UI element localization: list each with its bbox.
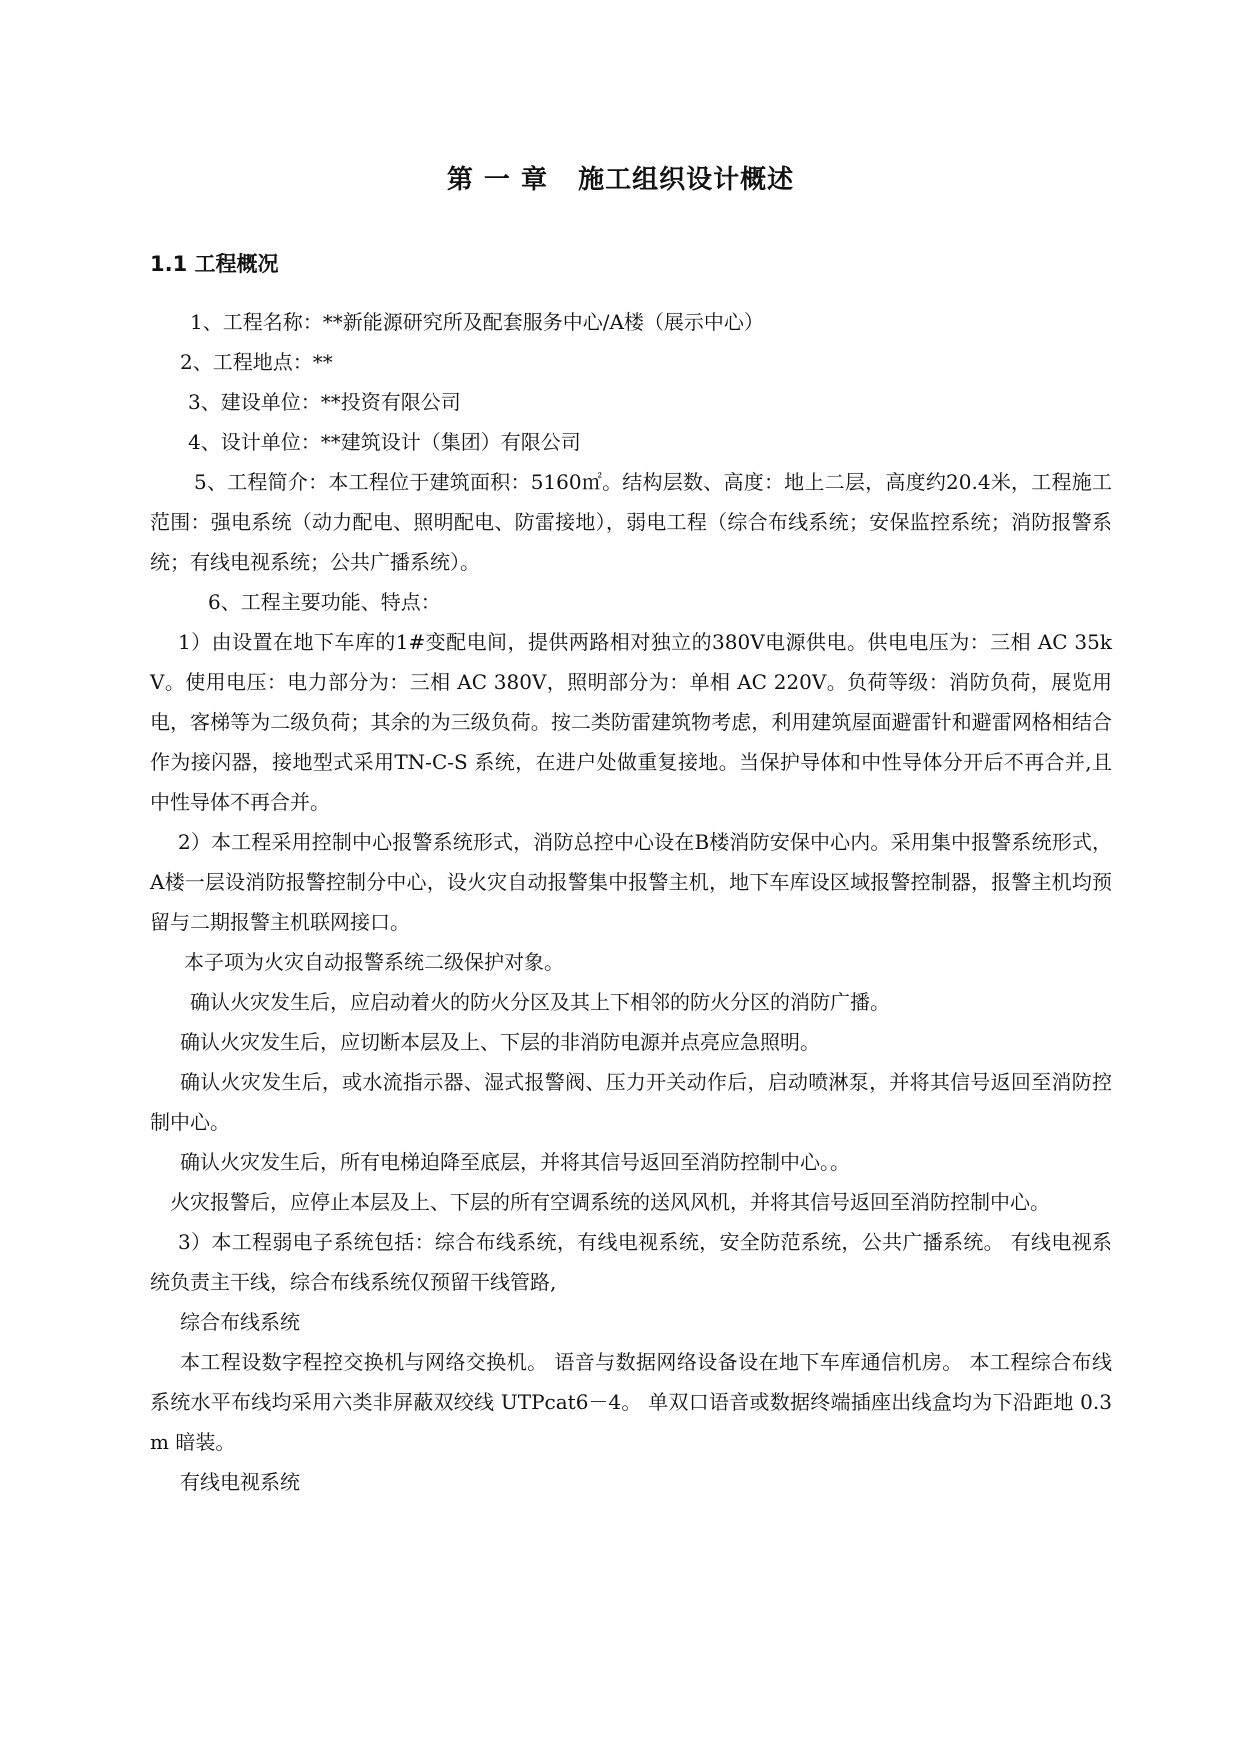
paragraph-emergency-lighting: 确认火灾发生后，应切断本层及上、下层的非消防电源并点亮应急照明。 xyxy=(180,1030,820,1054)
paragraph-design-unit: 4、设计单位：**建筑设计（集团）有限公司 xyxy=(188,430,581,454)
paragraph-construction-unit: 3、建设单位：**投资有限公司 xyxy=(188,390,461,414)
document-body xyxy=(150,302,1112,1502)
paragraph-cable-tv-heading: 有线电视系统 xyxy=(180,1470,300,1494)
paragraph-fire-broadcast: 确认火灾发生后，应启动着火的防火分区及其上下相邻的防火分区的消防广播。 xyxy=(190,990,890,1014)
paragraph-weak-current-systems: 3）本工程弱电子系统包括：综合布线系统，有线电视系统，安全防范系统，公共广播系统。 有线电视系统负责主干线，综合布线系统仅预留干线管路, xyxy=(150,1230,1112,1294)
paragraph-project-location: 2、工程地点：** xyxy=(180,350,333,374)
paragraph-elevator-recall: 确认火灾发生后，所有电梯迫降至底层，并将其信号返回至消防控制中心。。 xyxy=(180,1150,850,1174)
paragraph-fire-alarm-system: 2）本工程采用控制中心报警系统形式，消防总控中心设在B楼消防安保中心内。采用集中报警系统形式，A楼一层设消防报警控制分中心，设火灾自动报警集中报警主机，地下车库设区域报警控制器，报警主机均预留与二期报警主机联网接口。 xyxy=(150,830,1112,934)
chapter-title: 第 一 章 施工组织设计概述 xyxy=(446,165,795,195)
paragraph-power-supply: 1）由设置在地下车库的1#变配电间，提供两路相对独立的380V电源供电。供电电压为：三相 AC 35kV。使用电压：电力部分为：三相 AC 380V，照明部分为：单相 AC 220V。负荷等级：消防负荷，展览用电，客梯等为二级负荷；其余的为三级负荷。按二类防雷建筑物考虑，利用建筑屋面避雷针和避雷网格相结合作为接闪器，接地型式采用TN-C-S 系统，在进户处做重复接地。当保护导体和中性导体分开后不再合并,且中性导体不再合并。 xyxy=(150,630,1112,814)
paragraph-protection-level: 本子项为火灾自动报警系统二级保护对象。 xyxy=(184,950,564,974)
paragraph-structured-cabling-heading: 综合布线系统 xyxy=(180,1310,300,1334)
paragraph-structured-cabling: 本工程设数字程控交换机与网络交换机。 语音与数据网络设备设在地下车库通信机房。 本工程综合布线系统水平布线均采用六类非屏蔽双绞线 UTPcat6－4。 单双口语音或数据终端插座出线盒均为下沿距地 0.3m 暗装。 xyxy=(150,1350,1112,1454)
section-heading: 1.1 工程概况 xyxy=(150,252,279,276)
paragraph-air-conditioning-stop: 火灾报警后，应停止本层及上、下层的所有空调系统的送风风机，并将其信号返回至消防控制中心。 xyxy=(170,1190,1050,1214)
paragraph-project-summary: 5、工程简介：本工程位于建筑面积：5160㎡。结构层数、高度：地上二层，高度约20.4米，工程施工范围：强电系统（动力配电、照明配电、防雷接地），弱电工程（综合布线系统；安保监控系统；消防报警系统；有线电视系统；公共广播系统）。 xyxy=(150,470,1112,574)
paragraph-main-features: 6、工程主要功能、特点： xyxy=(208,590,441,614)
paragraph-project-name: 1、工程名称：**新能源研究所及配套服务中心/A楼（展示中心） xyxy=(190,310,764,334)
paragraph-sprinkler-pump: 确认火灾发生后，或水流指示器、湿式报警阀、压力开关动作后，启动喷淋泵，并将其信号返回至消防控制中心。 xyxy=(150,1070,1112,1134)
